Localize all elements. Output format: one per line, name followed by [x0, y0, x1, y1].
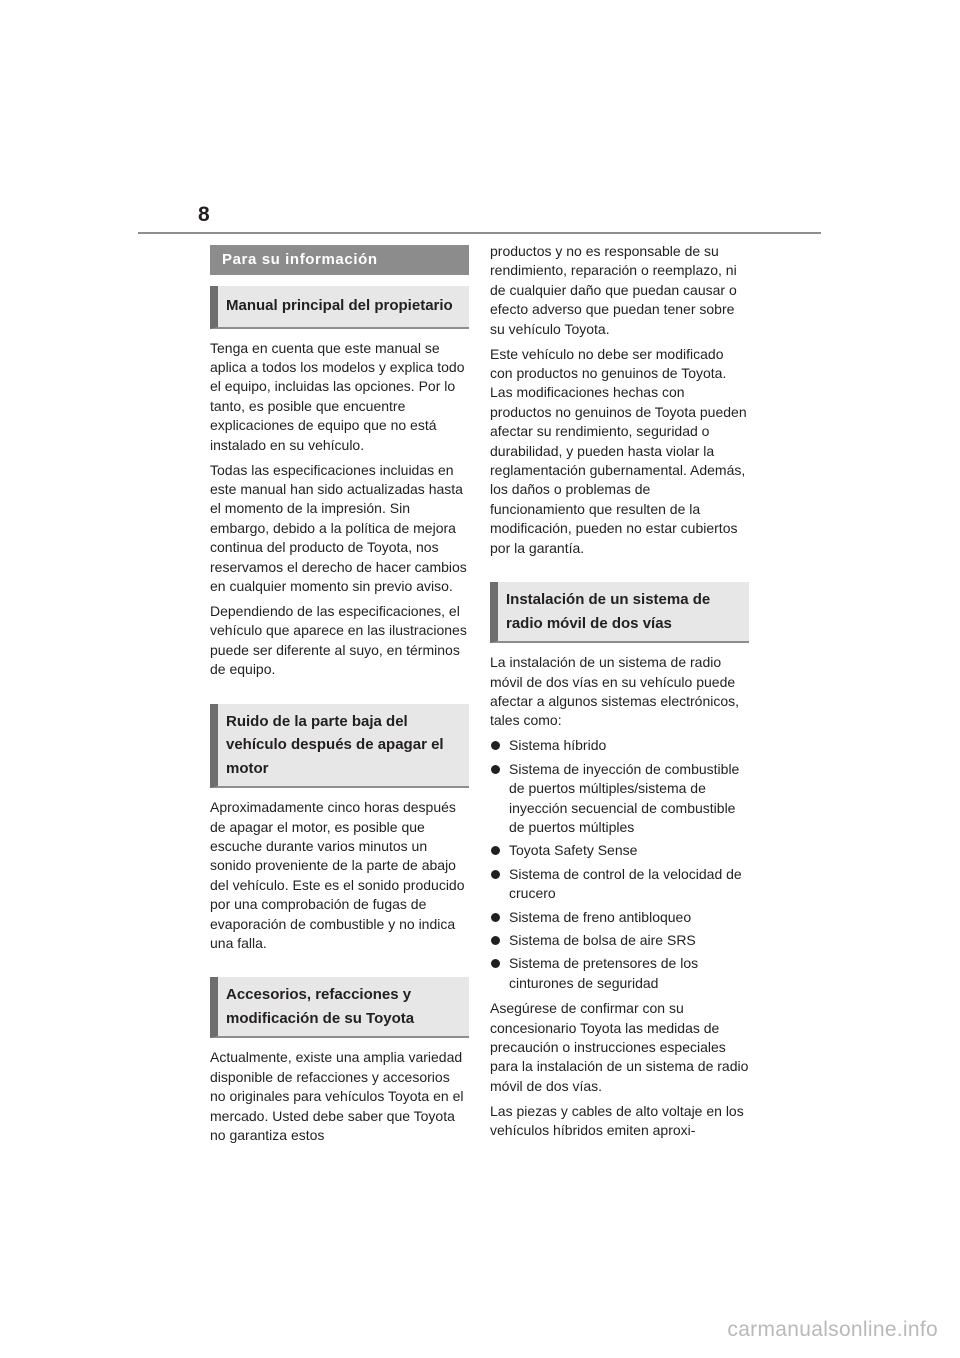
- paragraph: Asegúrese de confirmar con su concesionario Toyota las medidas de precaución o instrucciones especiales para la instalación de un sistema de radio móvil de dos vías.: [490, 1000, 749, 1094]
- paragraph: La instalación de un sistema de radio móvil de dos vías en su vehículo puede afectar a algunos sistemas electrónicos, tales como:: [490, 654, 740, 729]
- paragraph: Tenga en cuenta que este manual se aplica a todos los modelos y explica todo el equipo, incluidas las opciones. Por lo tanto, es posible que encuentre explicaciones de equipo que no está instalado en su vehículo.: [210, 339, 465, 453]
- right-column: [490, 242, 749, 1146]
- list-item: Sistema híbrido: [490, 736, 749, 755]
- list-item: Sistema de inyección de combustible de puertos múltiples/sistema de inyección secuencial de combustible de puertos múltiples: [490, 760, 749, 838]
- section-title: Para su información: [210, 245, 469, 275]
- paragraph: productos y no es responsable de su rendimiento, reparación o reemplazo, ni de cualquier daño que puedan causar o efecto adverso que puedan tener sobre su vehículo Toyota.: [490, 243, 737, 337]
- list-item: Toyota Safety Sense: [490, 841, 749, 860]
- page-number: 8: [198, 203, 210, 226]
- watermark: carmanualsonline.info: [727, 1318, 938, 1341]
- paragraph: Todas las especificaciones incluidas en este manual han sido actualizadas hasta el momento de la impresión. Sin embargo, debido a la política de mejora continua del producto de Toyota, nos reservamos el derecho de hacer cambios en cualquier momento sin previo aviso.: [210, 461, 467, 594]
- affected-systems-list: [490, 736, 749, 993]
- list-item: Sistema de control de la velocidad de crucero: [490, 865, 749, 904]
- paragraph: Las piezas y cables de alto voltaje en los vehículos híbridos emiten aproxi-: [490, 1102, 744, 1139]
- paragraph: Dependiendo de las especificaciones, el vehículo que aparece en las ilustraciones puede ser diferente al suyo, en términos de equipo.: [210, 602, 467, 678]
- subheading-two-way-radio: Instalación de un sistema de radio móvil de dos vías: [490, 582, 749, 643]
- list-item: Sistema de pretensores de los cinturones de seguridad: [490, 954, 749, 993]
- list-item: Sistema de bolsa de aire SRS: [490, 931, 749, 950]
- subheading-owners-manual: Manual principal del propietario: [210, 286, 469, 329]
- subheading-accessories: Accesorios, refacciones y modificación de su Toyota: [210, 977, 469, 1038]
- paragraph: Actualmente, existe una amplia variedad disponible de refacciones y accesorios no originales para vehículos Toyota en el mercado. Usted debe saber que Toyota no garantiza estos: [210, 1049, 464, 1143]
- paragraph: Aproximadamente cinco horas después de apagar el motor, es posible que escuche durante varios minutos un sonido proveniente de la parte de abajo del vehículo. Este es el sonido producido por una comprobación de fugas de evaporación de combustible y no indica una falla.: [210, 799, 465, 951]
- list-item: Sistema de freno antibloqueo: [490, 908, 749, 927]
- subheading-underbody-noise: Ruido de la parte baja del vehículo después de apagar el motor: [210, 704, 469, 789]
- paragraph: Este vehículo no debe ser modificado con productos no genuinos de Toyota. Las modificaciones hechas con productos no genuinos de Toyota pueden afectar su rendimiento, seguridad o durabilidad, y pueden hasta violar la reglamentación gubernamental. Además, los daños o problemas de funcionamiento que resulten de la modificación, pueden no estar cubiertos por la garantía.: [490, 345, 747, 556]
- left-column: [210, 245, 469, 1151]
- header-rule: [138, 232, 821, 234]
